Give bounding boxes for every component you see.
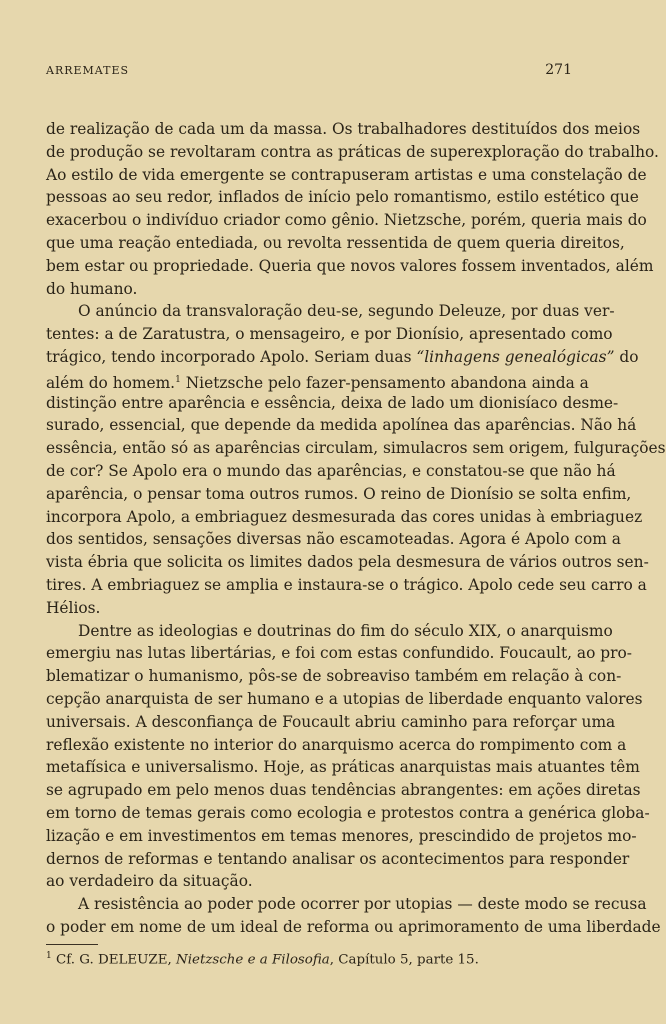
text-line: tentes: a de Zaratustra, o mensageiro, e por Dionísio, apresentado como [46,325,613,344]
text-segment: além do homem. [46,373,176,392]
text-line: se agrupado em pelo menos duas tendências abrangentes: em ações diretas [46,781,641,800]
text-line: dernos de reformas e tentando analisar os acontecimentos para responder [46,849,630,868]
text-line: dos sentidos, sensações diversas não escamoteadas. Agora é Apolo com a [46,530,621,549]
body-text [46,118,666,939]
footnote-reference[interactable]: 1 [175,374,181,385]
text-line: Hélios. [46,598,101,617]
text-line: incorpora Apolo, a embriaguez desmesurada das cores unidas à embriaguez [46,507,643,526]
text-line: pessoas ao seu redor, inflados de início pelo romantismo, estilo estético que [46,188,639,207]
text-line: o poder em nome de um ideal de reforma ou aprimoramento de uma liberdade [46,917,661,936]
paragraph [46,893,661,939]
text-line: metafísica e universalismo. Hoje, as práticas anarquistas mais atuantes têm [46,758,640,777]
text-line: bem estar ou propriedade. Queria que novos valores fossem inventados, além [46,256,654,275]
text-line: do humano. [46,279,138,298]
text-line: que uma reação entediada, ou revolta ressentida de quem queria direitos, [46,233,625,252]
text-line: de produção se revoltaram contra as práticas de superexploração do trabalho. [46,142,659,161]
footnote-suffix: , Capítulo 5, parte 15. [329,952,479,968]
text-line [46,369,589,392]
page-number: 271 [545,62,572,78]
text-line: surado, essencial, que depende da medida apolínea das aparências. Não há [46,416,637,435]
footnote-divider [46,944,98,945]
text-line [46,346,639,369]
text-line: aparência, o pensar toma outros rumos. O reino de Dionísio se solta enfim, [46,484,632,503]
text-line: blematizar o humanismo, pôs-se de sobreaviso também em relação à con- [46,667,622,686]
text-line: exacerbou o indivíduo criador como gênio. Nietzsche, porém, queria mais do [46,211,647,230]
paragraph [46,118,659,300]
paragraph [46,620,650,894]
text-line: distinção entre aparência e essência, deixa de lado um dionisíaco desme- [46,393,619,412]
text-line: Ao estilo de vida emergente se contrapuseram artistas e uma constelação de [46,165,647,184]
text-segment: Nietzsche pelo fazer-pensamento abandona ainda a [185,373,589,392]
text-line: tires. A embriaguez se amplia e instaura-se o trágico. Apolo cede seu carro a [46,575,647,594]
text-line: A resistência ao poder pode ocorrer por utopias — deste modo se recusa [78,895,647,914]
text-line: emergiu nas lutas libertárias, e foi com estas confundido. Foucault, ao pro- [46,644,632,663]
text-line: universais. A desconfiança de Foucault abriu caminho para reforçar uma [46,712,616,731]
text-line: cepção anarquista de ser humano e a utopias de liberdade enquanto valores [46,689,643,708]
text-segment: trágico, tendo incorporado Apolo. Seriam duas [46,347,412,366]
text-line: O anúncio da transvaloração deu-se, segundo Deleuze, por duas ver- [78,302,615,321]
text-line: lização e em investimentos em temas menores, prescindido de projetos mo- [46,826,637,845]
text-line: reflexão existente no interior do anarquismo acerca do rompimento com a [46,735,627,754]
footnote-marker: 1 [46,951,52,961]
text-line: de realização de cada um da massa. Os trabalhadores destituídos dos meios [46,120,641,138]
running-head: ARREMATES [46,64,130,77]
text-line: Dentre as ideologias e doutrinas do fim do século XIX, o anarquismo [78,621,613,640]
footnote-prefix: Cf. G. DELEUZE, [56,952,172,968]
text-line: ao verdadeiro da situação. [46,872,253,891]
text-segment: do [619,347,639,366]
paragraph [46,300,666,619]
text-line: em torno de temas gerais como ecologia e protestos contra a genérica globa- [46,803,650,822]
page-header [46,64,572,84]
text-line: essência, então só as aparências circulam, simulacros sem origem, fulgurações [46,439,666,458]
italic-phrase: “linhagens genealógicas” [416,347,615,366]
text-line: de cor? Se Apolo era o mundo das aparências, e constatou-se que não há [46,461,616,480]
footnote [46,951,479,967]
text-line: vista ébria que solicita os limites dados pela desmesura de vários outros sen- [46,553,649,572]
footnote-title: Nietzsche e a Filosofia [176,952,330,968]
